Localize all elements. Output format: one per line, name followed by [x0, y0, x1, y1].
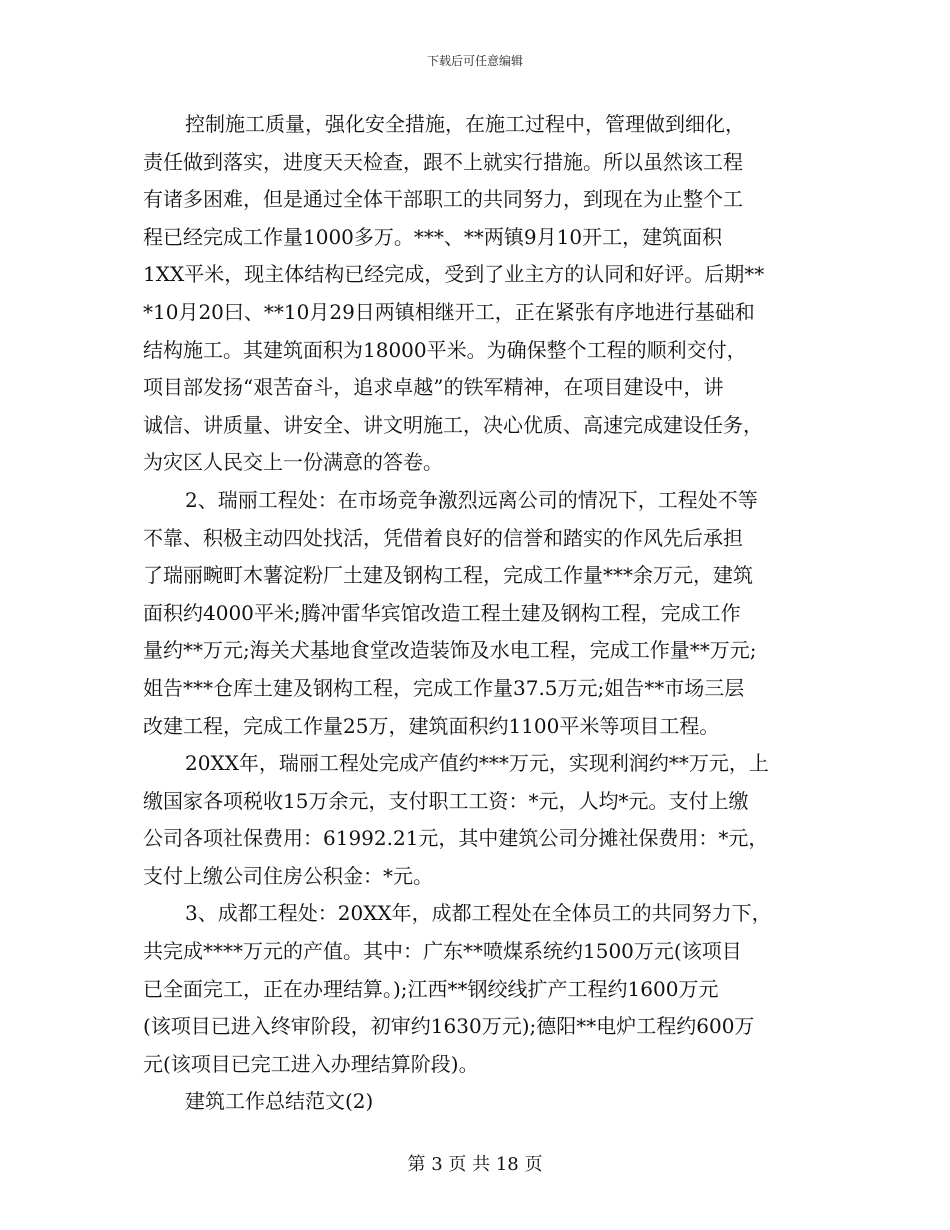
- text-line: 公司各项社保费用：61992.21元，其中建筑公司分摊社保费用：*元，: [143, 826, 769, 851]
- page-header: 下载后可任意编辑: [426, 54, 523, 68]
- text-line: 姐告***仓库土建及钢构工程，完成工作量37.5万元;姐告**市场三层: [143, 675, 745, 700]
- text-line: 2、瑞丽工程处：在市场竞争激烈远离公司的情况下，工程处不等: [185, 487, 758, 512]
- text-line: 元(该项目已完工进入办理结算阶段)。: [143, 1051, 479, 1076]
- text-line: 改建工程，完成工作量25万，建筑面积约1100平米等项目工程。: [143, 713, 720, 738]
- text-line: 诚信、讲质量、讲安全、讲文明施工，决心优质、高速完成建设任务，: [143, 412, 763, 437]
- text-line: 不靠、积极主动四处找活，凭借着良好的信誉和踏实的作风先后承担: [143, 525, 743, 550]
- text-line: 项目部发扬“艰苦奋斗，追求卓越”的铁军精神，在项目建设中，讲: [143, 375, 724, 400]
- text-line: 20XX年，瑞丽工程处完成产值约***万元，实现利润约**万元，上: [185, 751, 769, 776]
- text-line: 责任做到落实，进度天天检查，跟不上就实行措施。所以虽然该工程: [143, 149, 743, 174]
- text-line: (该项目已进入终审阶段，初审约1630万元);德阳**电炉工程约600万: [143, 1014, 755, 1039]
- text-line: 控制施工质量，强化安全措施，在施工过程中，管理做到细化，: [185, 112, 745, 136]
- text-line: 有诸多困难，但是通过全体干部职工的共同努力，到现在为止整个工: [143, 187, 743, 212]
- text-line: 缴国家各项税收15万余元，支付职工工资：*元，人均*元。支付上缴: [143, 788, 749, 813]
- text-line: 共完成****万元的产值。其中：广东**喷煤系统约1500万元(该项目: [143, 939, 742, 964]
- text-line: 支付上缴公司住房公积金：*元。: [143, 863, 433, 888]
- text-line: *10月20曰、**10月29日两镇相继开工，正在紧张有序地进行基础和: [143, 299, 755, 324]
- text-line: 面积约4000平米;腾冲雷华宾馆改造工程土建及钢构工程，完成工作: [143, 600, 741, 625]
- document-body: [143, 106, 815, 1121]
- text-line: 结构施工。其建筑面积为18000平米。为确保整个工程的顺利交付，: [143, 337, 747, 362]
- text-line: 3、成都工程处：20XX年，成都工程处在全体员工的共同努力下，: [185, 901, 772, 926]
- text-line: 1XX平米，现主体结构已经完成，受到了业主方的认同和好评。后期**: [143, 262, 765, 287]
- text-line: 了瑞丽畹町木薯淀粉厂土建及钢构工程，完成工作量***余万元，建筑: [143, 563, 753, 588]
- text-line: 已全面完工，正在办理结算。);江西**钢绞线扩产工程约1600万元: [143, 976, 719, 1001]
- text-line: 程已经完成工作量1000多万。***、**两镇9月10开工，建筑面积: [143, 224, 723, 249]
- text-line: 量约**万元;海关犬基地食堂改造装饰及水电工程，完成工作量**万元;: [143, 638, 757, 663]
- section-heading: 建筑工作总结范文(2): [185, 1089, 374, 1114]
- page-number: 第 3 页 共 18 页: [407, 1154, 543, 1175]
- text-line: 为灾区人民交上一份满意的答卷。: [143, 450, 443, 475]
